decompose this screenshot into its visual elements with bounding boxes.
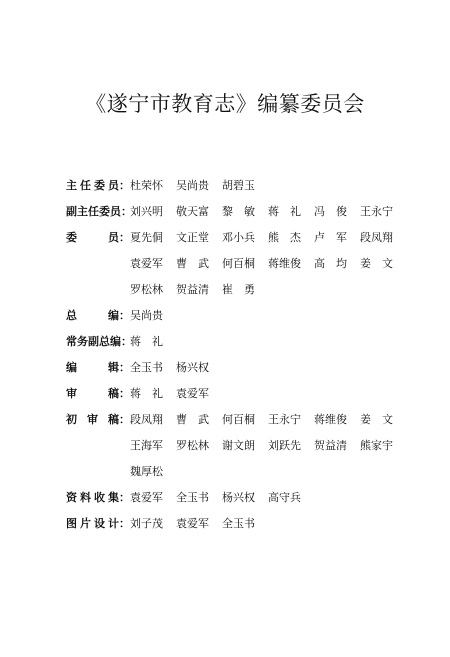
role-label-text: 资 料 收 集 [66,491,119,504]
role-label [66,411,130,429]
member-names [130,203,406,221]
role-colon: ： [119,491,130,504]
member-names [130,359,406,377]
member-name: 罗松林 [130,283,163,296]
committee-list [66,177,406,541]
member-name: 胡碧玉 [222,179,255,192]
committee-row [66,515,406,533]
member-name: 袁爱军 [176,387,209,400]
member-name: 熊家宇 [360,439,393,452]
member-name: 王永宁 [268,413,301,426]
member-name: 蒋维俊 [314,413,347,426]
page-title: 《遂宁市教育志》编纂委员会 [85,92,365,116]
member-name: 全玉书 [130,361,163,374]
member-name: 全玉书 [176,491,209,504]
member-name: 袁爱军 [130,491,163,504]
member-name: 冯 俊 [314,205,347,218]
role-colon: ： [119,387,130,400]
role-label [66,359,130,377]
role-colon: ： [119,361,130,374]
role-label-text: 总 编 [66,309,119,322]
member-name: 刘子茂 [130,517,163,530]
role-label [66,333,130,351]
member-name: 袁爱军 [130,257,163,270]
member-name: 姜 文 [360,257,393,270]
role-colon: ： [119,309,130,322]
member-name: 王海军 [130,439,163,452]
role-label-text: 委 员 [66,231,119,244]
member-name: 何百桐 [222,257,255,270]
member-name: 卢 军 [314,231,347,244]
role-label-text: 初 审 稿 [66,413,119,426]
member-name: 何百桐 [222,413,255,426]
member-name: 蒋 礼 [130,335,163,348]
member-name: 全玉书 [222,517,255,530]
member-names [130,177,406,195]
member-name: 杜荣怀 [130,179,163,192]
member-name: 高 均 [314,257,347,270]
member-name: 邓小兵 [222,231,255,244]
role-label [66,307,130,325]
member-name: 吴尚贵 [176,179,209,192]
member-name: 杨兴权 [222,491,255,504]
member-name: 王永宁 [360,205,393,218]
committee-row [66,177,406,195]
role-label [66,203,130,221]
role-label-text: 常 务 副 总 编 [66,335,121,348]
member-name: 蒋 礼 [268,205,301,218]
member-name: 谢文朗 [222,439,255,452]
member-names [130,333,406,351]
member-name: 段凤翔 [130,413,163,426]
member-name: 段凤翔 [360,231,393,244]
member-names [130,515,406,533]
role-label-text: 审 稿 [66,387,119,400]
committee-row [66,229,406,299]
committee-row [66,203,406,221]
member-name: 黎 敏 [222,205,255,218]
member-name: 袁爱军 [176,517,209,530]
member-name: 刘跃先 [268,439,301,452]
member-name: 崔 勇 [222,283,255,296]
role-label-text: 副 主 任 委 员 [66,205,121,218]
member-name: 高守兵 [268,491,301,504]
member-name: 魏厚松 [130,465,163,478]
role-colon: ： [119,179,130,192]
member-name: 贺益清 [176,283,209,296]
role-label [66,229,130,247]
committee-row [66,411,406,481]
member-names [130,489,406,507]
committee-row [66,359,406,377]
role-label-text: 图 片 设 计 [66,517,119,530]
role-label [66,489,130,507]
member-names [130,385,406,403]
committee-row [66,307,406,325]
role-label [66,385,130,403]
member-names [130,411,406,481]
role-colon: ： [121,335,132,348]
committee-row [66,385,406,403]
member-name: 蒋 礼 [130,387,163,400]
member-names [130,229,406,299]
member-name: 吴尚贵 [130,309,163,322]
member-name: 罗松林 [176,439,209,452]
committee-row [66,333,406,351]
member-name: 曹 武 [176,413,209,426]
role-label [66,177,130,195]
member-name: 贺益清 [314,439,347,452]
member-name: 敬天富 [176,205,209,218]
role-colon: ： [119,517,130,530]
role-colon: ： [119,413,130,426]
role-colon: ： [119,231,130,244]
member-name: 蒋维俊 [268,257,301,270]
member-name: 杨兴权 [176,361,209,374]
member-name: 夏先侗 [130,231,163,244]
member-name: 熊 杰 [268,231,301,244]
member-name: 曹 武 [176,257,209,270]
role-label-text: 编 辑 [66,361,119,374]
member-name: 刘兴明 [130,205,163,218]
role-label [66,515,130,533]
member-name: 姜 文 [360,413,393,426]
committee-row [66,489,406,507]
role-colon: ： [121,205,132,218]
member-name: 文正堂 [176,231,209,244]
member-names [130,307,406,325]
role-label-text: 主 任 委 员 [66,179,119,192]
